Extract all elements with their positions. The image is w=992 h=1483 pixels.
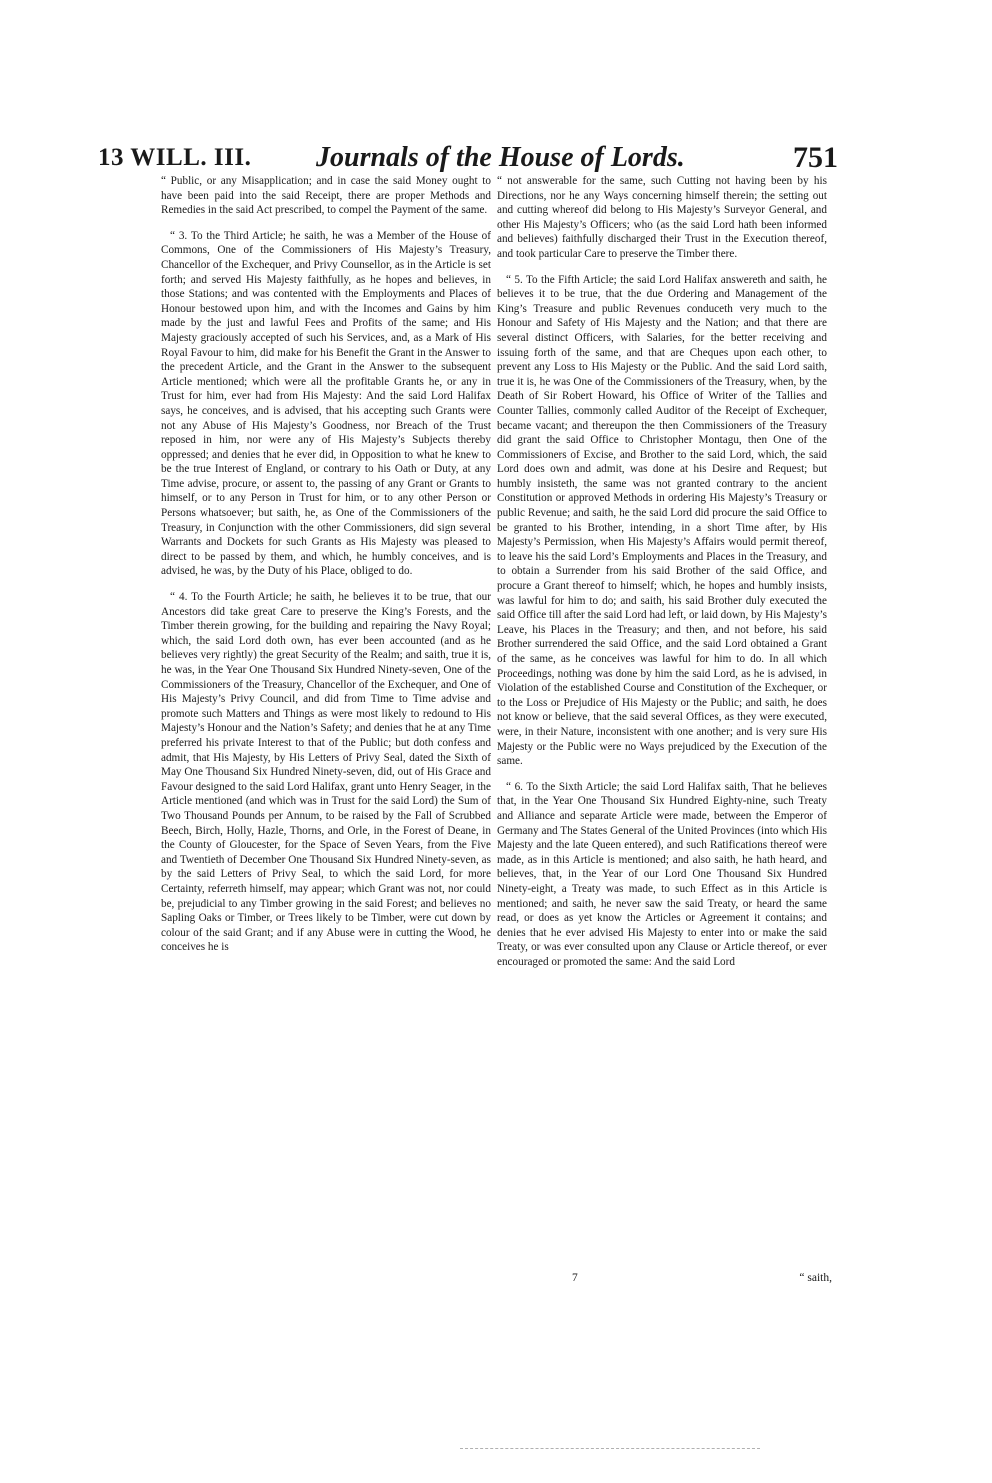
right-column <box>497 174 827 969</box>
left-column <box>161 174 491 955</box>
running-title-left: 13 WILL. III. <box>98 144 252 171</box>
paragraph-article-3: “ 3. To the Third Article; he saith, he was a Member of the House of Commons, One of the Commissioners of His Majesty’s Treasury, Chancellor of the Exchequer, and Privy Counsellor, as in the Article is set forth; and served His Majesty faithfully, as he hopes and believes, in those Stations; and was contented with the Employments and Places of Honour bestowed upon him, and with the Incomes and Gains by him made by the just and lawful Fees and Profits of the same; and His Majesty graciously accepted of such his Services, and, as a Mark of His Royal Favour to him, did make for his Benefit the Grant in the Answer to the precedent Article, and the Grant in the Answer to the subsequent Article mentioned; which were all the profitable Grants he, or any in Trust for him, ever had from His Majesty: And the said Lord Halifax says, he conceives, and is advised, that his accepting such Grants were not any Abuse of His Majesty’s Goodness, nor Breach of the Trust reposed in him, nor were any of His Majesty’s Subjects thereby oppressed; and denies that he ever did, in Opposition to what he knew to be the true Interest of England, or contrary to his Oath or Duty, at any Time advise, procure, or assent to, the passing of any Grant or Grants to himself, or to any Person in Trust for him, or to any other Person or Persons whatsoever; but saith, he, as One of the Commissioners of the Treasury, in Conjunction with the other Commissioners, did sign several Warrants and Dockets for such Grants as His Majesty was pleased to direct to be passed by them, and which, he humbly conceives, and is advised, he was, by the Duty of his Place, obliged to do. <box>161 229 491 578</box>
page-number: 751 <box>793 141 838 174</box>
paragraph-continued: “ Public, or any Misapplication; and in case the said Money ought to have been paid into the said Receipt, there are proper Methods and Remedies in the said Act prescribed, to compel the Payment of the same. <box>161 175 491 217</box>
signature-mark: 7 <box>572 1272 578 1284</box>
bottom-edge-rule <box>460 1448 760 1450</box>
page-footer <box>497 1272 832 1288</box>
paragraph-article-4: “ 4. To the Fourth Article; he saith, he believes it to be true, that our Ancestors did take great Care to preserve the King’s Forests, and the Timber therein growing, for the building and repairing the Navy Royal; which, the said Lord doth own, has ever been accounted (and as he believes very rightly) the great Security of the Realm; and saith, true it is, he was, in the Year One Thousand Six Hundred Ninety-seven, One of the Commissioners of the Treasury, Chancellor of the Exchequer, and One of His Majesty’s Privy Council, and did from Time to Time advise and promote such Matters and Things as were most likely to redound to His Majesty’s Honour and the Nation’s Safety; and denies that he at any Time preferred his private Interest to that of the Public; but doth confess and admit, that His Majesty, by His Letters of Privy Seal, dated the Sixth of May One Thousand Six Hundred Ninety-seven, did, out of His Grace and Favour designed to the said Lord Halifax, grant unto Henry Seager, in the Article mentioned (and which was in Trust for the said Lord) the Sum of Two Thousand Pounds per Annum, to be raised by the Fall of Scrubbed Beech, Birch, Holly, Hazle, Thorns, and Orle, in the Forest of Deane, in the County of Gloucester, for the Space of Seven Years, from the Five and Twentieth of December One Thousand Six Hundred Ninety-seven, as by the said Letters of Privy Seal, to which the said Lord, for more Certainty, referreth himself, may appear; which Grant was not, nor could be, prejudicial to any Timber growing in the said Forest; and believes no Sapling Oaks or Timber, or Trees likely to be Timber, were cut down by colour of the said Grant; and if any Abuse were in cutting the Wood, he conceives he is <box>161 591 491 954</box>
paragraph-article-5: “ 5. To the Fifth Article; the said Lord Halifax answereth and saith, he believes it to be true, that the due Ordering and Management of the King’s Treasure and public Revenues conduceth very much to the Honour and Safety of His Majesty and the Nation; and that there are several distinct Officers, with Salaries, for the better receiving and issuing forth of the same, and that are Cheques upon each other, to prevent any Loss to His Majesty or the Public. And the said Lord saith, true it is, he was One of the Commissioners of the Treasury, when, by the Death of Sir Robert Howard, his Office of Writer of the Tallies and Counter Tallies, commonly called Auditor of the Receipt of Exchequer, became vacant; and thereupon the then Commissioners of the Treasury did grant the said Office to Christopher Montagu, then One of the Commissioners of Excise, and Brother to the said Lord, which, the said Lord does own and admit, was done at his Desire and Request; but humbly insisteth, the same was not granted contrary to the ancient Constitution or approved Methods in ordering His Majesty’s Treasury or public Revenue; and saith, he the said Lord did procure the said Office to be granted to his Brother, intending, in a short Time after, by His Majesty’s Permission, when His Majesty’s Affairs would permit thereof, to leave his the said Lord’s Employments and Places in the Treasury, and to obtain a Surrender from his said Brother of the said Office, and procure a Grant thereof to himself; which, he hopes and humbly insists, was lawful for him to do; and saith, his said Brother duly executed the said Office till after the said Lord had left, or laid down, by His Majesty’s Leave, his Places in the Treasury; and then, and not before, his said Brother surrendered the said Office, and the said Lord obtained a Grant of the same, as he conceives was lawful for him to do. In all which Proceedings, nothing was done by him the said Lord, as he is advised, in Violation of the established Course and Constitution of the Exchequer, or to the Loss or Prejudice of His Majesty or the Public; and saith, he does not know or believe, that the said several Offices, as they were executed, were, in their Nature, inconsistent with one another; and is very sure His Majesty or the Public were no Ways prejudiced by the Execution of the same. <box>497 273 827 768</box>
catchword: “ saith, <box>799 1272 832 1284</box>
paragraph-article-6: “ 6. To the Sixth Article; the said Lord Halifax saith, That he believes that, in the Year One Thousand Six Hundred Eighty-nine, such Treaty and Alliance and separate Article were made, between the Emperor of Germany and The States General of the United Provinces (into which His Majesty and the late Queen entered), and such Ratifications thereof were made, as in this Article is mentioned; and also saith, he hath heard, and believes, that, in the Year of our Lord One Thousand Six Hundred Ninety-eight, a Treaty was made, to such Effect as in this Article is mentioned; and saith, he never saw the said Treaty, or heard the same read, or does as yet know the Articles or Agreement it contains; and denies that he ever advised His Majesty to enter into or make the said Treaty, or was ever consulted upon any Clause or Article thereof, or ever encouraged or promoted the same: And the said Lord <box>497 780 827 968</box>
paragraph-continued: “ not answerable for the same, such Cutting not having been by his Directions, nor he any Ways concerning himself therein; the setting out and cutting whereof did belong to His Majesty’s Surveyor General, and other His Majesty’s Officers; who (as the said Lord hath been informed and believes) faithfully discharged their Trust in the Execution thereof, and took particular Care to preserve the Timber there. <box>497 175 827 260</box>
running-title: Journals of the House of Lords. <box>316 142 685 173</box>
